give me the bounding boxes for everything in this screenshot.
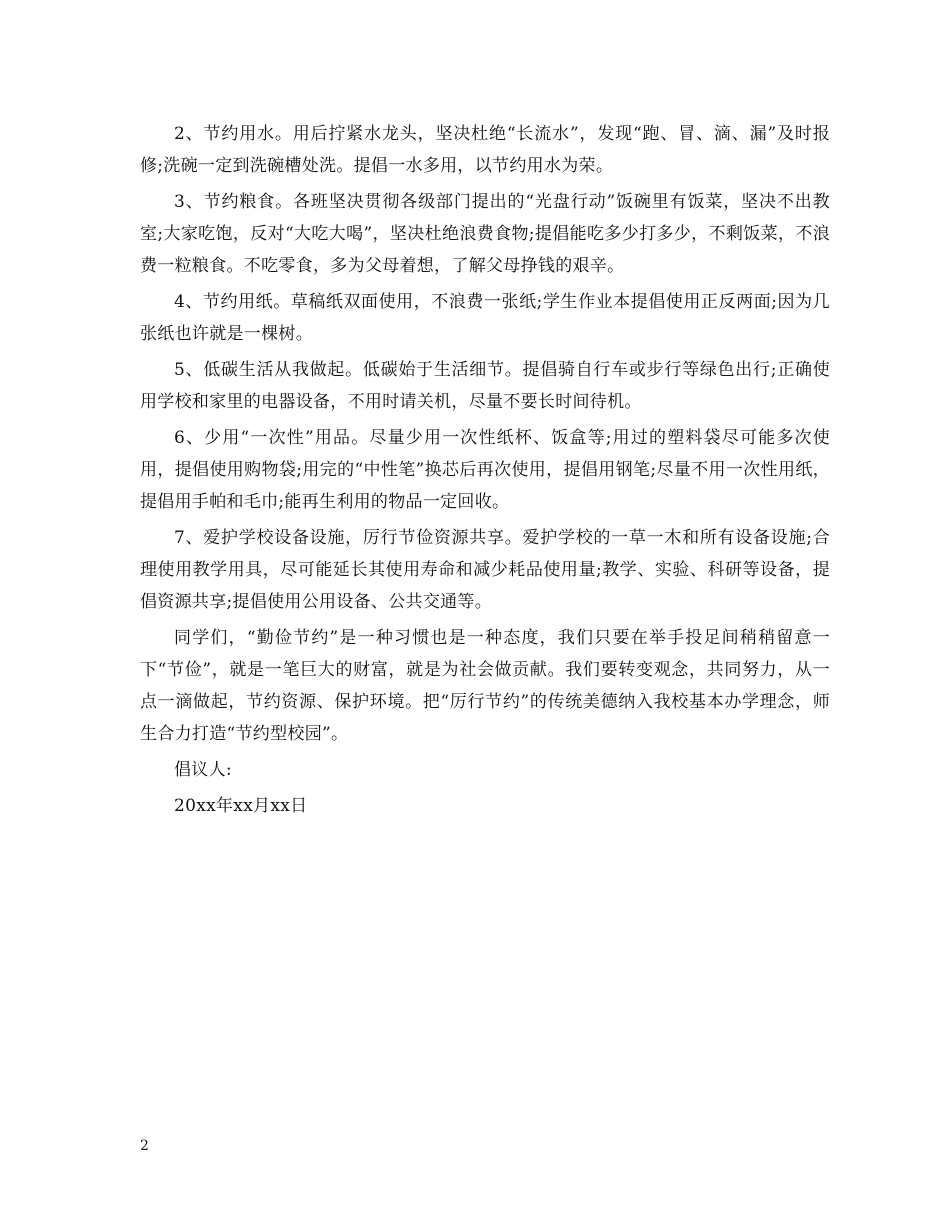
- paragraph-low-carbon: 5、低碳生活从我做起。低碳始于生活细节。提倡骑自行车或步行等绿色出行;正确使用学校和家里的电器设备，不用时请关机，尽量不要长时间待机。: [140, 360, 830, 412]
- signer-label: 倡议人:: [174, 760, 232, 780]
- paragraph-closing: 同学们，“勤俭节约”是一种习惯也是一种态度，我们只要在举手投足间稍稍留意一下“节俭”，就是一笔巨大的财富，就是为社会做贡献。我们要转变观念，共同努力，从一点一滴做起，节约资源、保护环境。把“厉行节约”的传统美德纳入我校基本办学理念，师生合力打造“节约型校园”。: [140, 628, 830, 744]
- paragraph-facilities: 7、爱护学校设备设施，厉行节俭资源共享。爱护学校的一草一木和所有设备设施;合理使用教学用具，尽可能延长其使用寿命和减少耗品使用量;教学、实验、科研等设备，提倡资源共享;提倡使用公用设备、公共交通等。: [140, 528, 830, 612]
- paragraph-water: 2、节约用水。用后拧紧水龙头，坚决杜绝“长流水”，发现“跑、冒、滴、漏”及时报修;洗碗一定到洗碗槽处洗。提倡一水多用，以节约用水为荣。: [140, 124, 830, 176]
- document-date: 20xx年xx月xx日: [174, 796, 308, 816]
- paragraph-disposables: 6、少用“一次性”用品。尽量少用一次性纸杯、饭盒等;用过的塑料袋尽可能多次使用，提倡使用购物袋;用完的“中性笔”换芯后再次使用，提倡用钢笔;尽量不用一次性用纸，提倡用手帕和毛巾;能再生利用的物品一定回收。: [140, 428, 830, 512]
- document-body: [140, 118, 830, 826]
- paragraph-food: 3、节约粮食。各班坚决贯彻各级部门提出的“光盘行动”饭碗里有饭菜，坚决不出教室;大家吃饱，反对“大吃大喝”，坚决杜绝浪费食物;提倡能吃多少打多少，不剩饭菜，不浪费一粒粮食。不吃零食，多为父母着想，了解父母挣钱的艰辛。: [140, 192, 830, 276]
- page-number: 2: [140, 1138, 149, 1154]
- paragraph-paper: 4、节约用纸。草稿纸双面使用，不浪费一张纸;学生作业本提倡使用正反两面;因为几张纸也许就是一棵树。: [140, 292, 830, 344]
